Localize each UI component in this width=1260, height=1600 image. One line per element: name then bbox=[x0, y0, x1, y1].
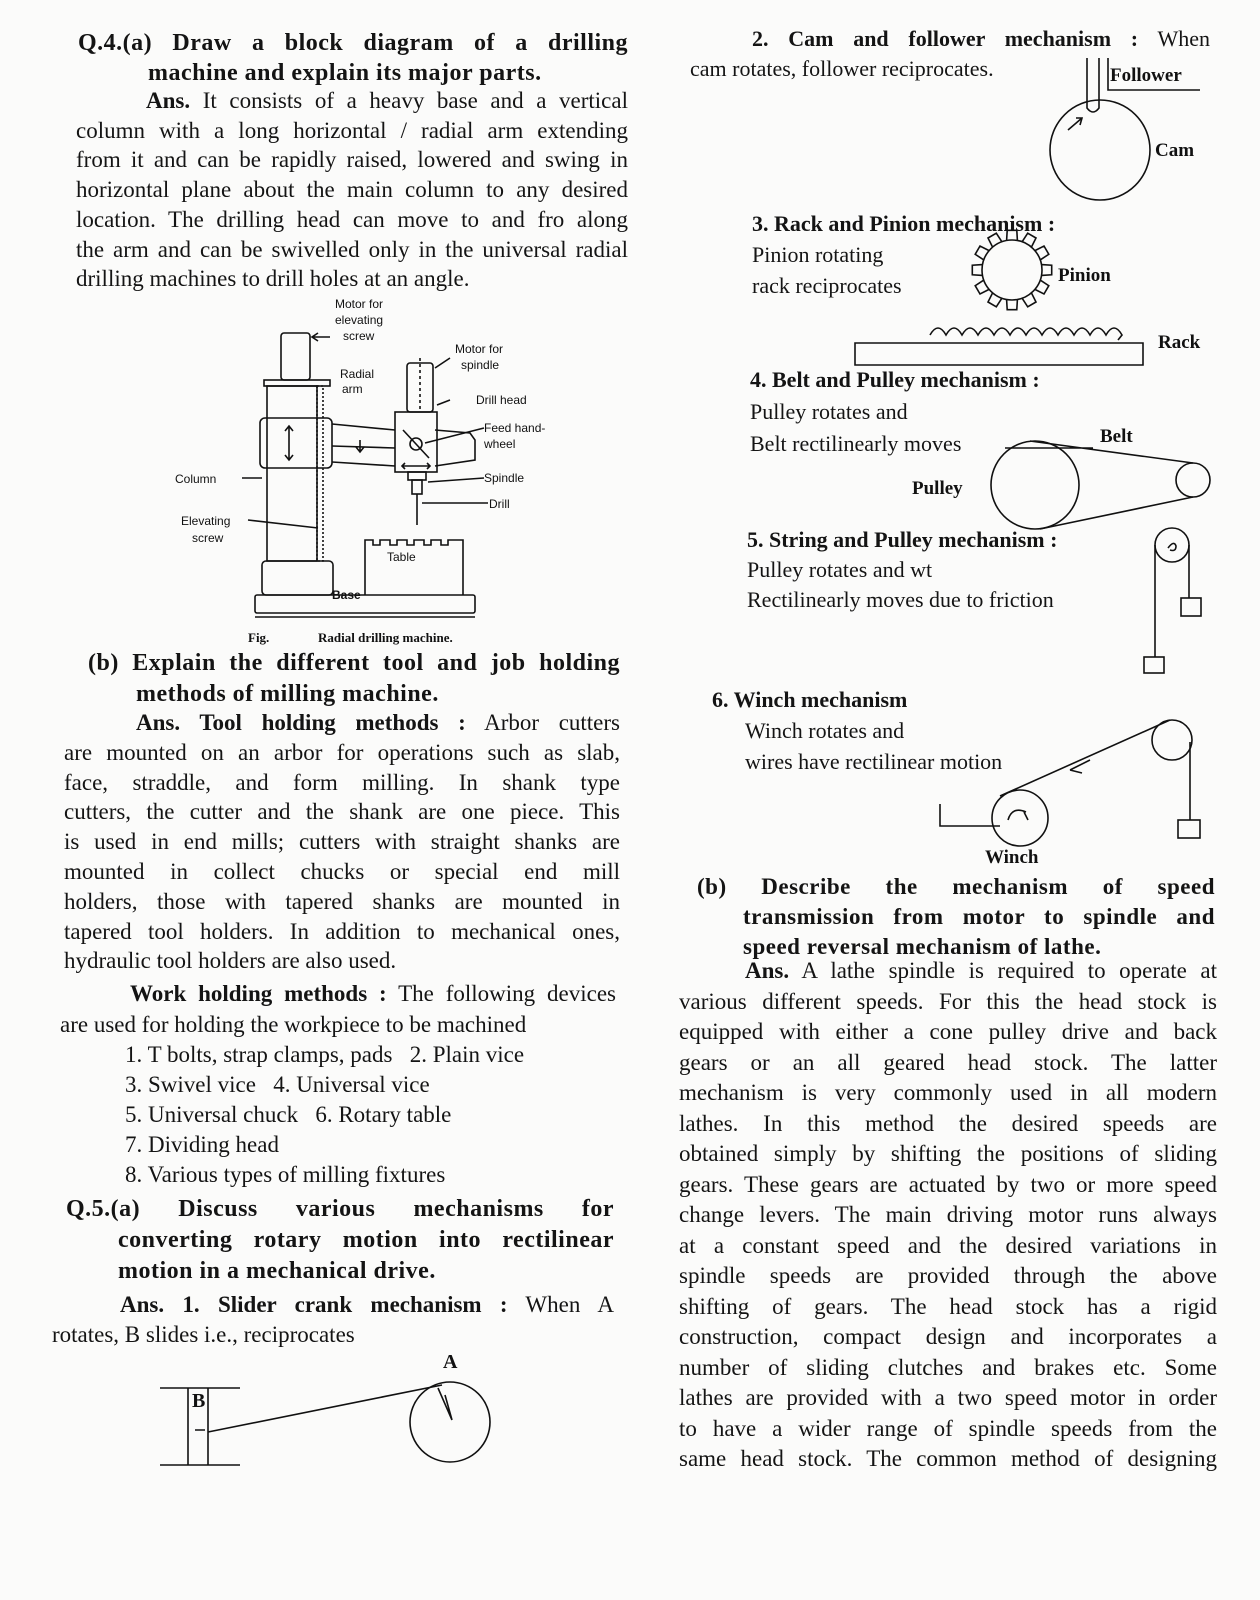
line-text: change levers. The main driving motor runs always bbox=[679, 1202, 1217, 1227]
line-text: cam rotates, follower reciprocates. bbox=[690, 56, 994, 81]
line-text: A lathe spindle is required to operate at bbox=[789, 958, 1217, 983]
label-motor-spindle: Motor for bbox=[455, 342, 504, 356]
line-text: gears. These gears are actuated by two or more speed bbox=[679, 1171, 1217, 1197]
bold-lead: Ans. bbox=[745, 958, 790, 983]
label-drill: Drill bbox=[489, 497, 510, 511]
line-text: number of sliding clutches and brakes etc. Some bbox=[679, 1354, 1217, 1380]
line-text: Winch rotates and bbox=[745, 718, 905, 743]
line-text: spindle speeds are provided through the above bbox=[679, 1263, 1217, 1288]
label-b: B bbox=[192, 1390, 206, 1412]
label-elevating-screw: screw bbox=[192, 531, 224, 545]
line-text: rotates, B slides i.e., reciprocates bbox=[52, 1322, 355, 1347]
line-text: Rectilinearly moves due to friction bbox=[747, 587, 1054, 612]
figure-caption: Radial drilling machine. bbox=[318, 630, 453, 645]
belt-pulley-figure bbox=[912, 426, 1210, 529]
line-text: location. The drilling head can move to and fro along bbox=[76, 206, 628, 232]
list-item: 1. T bolts, strap clamps, pads 2. Plain vice bbox=[125, 1042, 525, 1067]
bold-lead: Ans. 1. Slider crank mechanism : bbox=[120, 1292, 508, 1317]
line-text: mechanism is very commonly used in all modern bbox=[679, 1080, 1217, 1105]
drilling-figure-labels bbox=[175, 297, 545, 645]
label-motor-elevating: elevating bbox=[335, 313, 384, 327]
line-text: various different speeds. For this the head stock is bbox=[679, 988, 1217, 1014]
list-item: 5. Universal chuck 6. Rotary table bbox=[125, 1102, 452, 1127]
bold-lead: 6. Winch mechanism bbox=[712, 687, 908, 712]
list-item: 3. Swivel vice 4. Universal vice bbox=[125, 1072, 430, 1097]
bold-lead: 2. Cam and follower mechanism : bbox=[752, 26, 1139, 51]
label-motor-elevating: screw bbox=[343, 329, 375, 343]
line-text: column with a long horizontal / radial arm extending bbox=[76, 117, 628, 143]
label-belt: Belt bbox=[1100, 426, 1133, 447]
label-base: Base bbox=[332, 588, 361, 602]
line-text: is used in end mills; cutters with straight shanks are bbox=[64, 829, 620, 855]
line-text: are mounted on an arbor for operations such as slab, bbox=[64, 739, 620, 765]
line-text: to have a wider range of spindle speeds from the bbox=[679, 1415, 1217, 1441]
label-radial-arm: Radial bbox=[340, 367, 375, 381]
bold-lead: 3. Rack and Pinion mechanism : bbox=[752, 211, 1056, 236]
label-pulley: Pulley bbox=[912, 478, 963, 499]
label-motor-elevating: Motor for bbox=[335, 297, 384, 311]
line-text: Belt rectilinearly moves bbox=[750, 431, 962, 456]
label-elevating-screw: Elevating bbox=[181, 514, 231, 528]
line-text: same head stock. The common method of designing bbox=[679, 1446, 1217, 1471]
bold-lead: Work holding methods : bbox=[130, 981, 387, 1006]
label-rack: Rack bbox=[1158, 332, 1201, 353]
line-text: Pulley rotates and wt bbox=[747, 557, 933, 582]
line-text: at a constant speed and the desired variations in bbox=[679, 1232, 1217, 1258]
text-line: Q.5.(a) Discuss various mechanisms for bbox=[66, 1196, 614, 1222]
line-text: the arm and can be swivelled only in the universal radial bbox=[76, 236, 628, 262]
line-text: When A bbox=[507, 1292, 614, 1317]
winch-figure bbox=[940, 720, 1200, 868]
label-spindle: Spindle bbox=[484, 471, 525, 485]
text-line: Q.4.(a) Draw a block diagram of a drilling bbox=[78, 30, 628, 56]
bold-lead: Ans. Tool holding methods : bbox=[136, 710, 466, 735]
text-line: (b) Describe the mechanism of speed bbox=[697, 874, 1215, 899]
line-text: The following devices bbox=[386, 981, 617, 1006]
line-text: from it and can be rapidly raised, lowered and swing in bbox=[76, 147, 628, 173]
text-line: methods of milling machine. bbox=[136, 681, 439, 707]
text-line: transmission from motor to spindle and bbox=[743, 904, 1215, 929]
line-text: mounted in collect chucks or special end mill bbox=[64, 858, 620, 884]
figure-caption-prefix: Fig. bbox=[248, 630, 270, 645]
text-line: speed reversal mechanism of lathe. bbox=[743, 934, 1102, 959]
line-text: tapered tool holders. In addition to mechanical ones, bbox=[64, 918, 620, 944]
line-text: Pulley rotates and bbox=[750, 399, 908, 424]
line-text: horizontal plane about the main column to any desired bbox=[76, 177, 628, 203]
label-table: Table bbox=[387, 550, 416, 564]
slider-crank-figure bbox=[160, 1351, 490, 1465]
line-text: Pinion rotating bbox=[752, 242, 884, 267]
line-text: are used for holding the workpiece to be machined bbox=[60, 1012, 527, 1037]
label-drill-head: Drill head bbox=[476, 393, 527, 407]
label-motor-spindle: spindle bbox=[461, 358, 500, 372]
line-text: equipped with either a cone pulley drive and back bbox=[679, 1019, 1217, 1044]
label-feed-handwheel: Feed hand- bbox=[484, 421, 546, 435]
line-text: gears or an all geared head stock. The latter bbox=[679, 1049, 1217, 1075]
line-text: When bbox=[1138, 26, 1210, 51]
line-text: lathes are provided with a two speed motor in order bbox=[679, 1385, 1217, 1410]
line-text: hydraulic tool holders are also used. bbox=[64, 948, 397, 974]
label-a: A bbox=[443, 1351, 458, 1373]
label-feed-handwheel: wheel bbox=[484, 437, 516, 451]
line-text: obtained simply by shifting the positions of sliding bbox=[679, 1141, 1217, 1166]
text-line: (b) Explain the different tool and job holding bbox=[88, 650, 620, 676]
label-winch: Winch bbox=[985, 847, 1039, 868]
line-text: It consists of a heavy base and a vertical bbox=[190, 88, 628, 113]
text-line: converting rotary motion into rectilinear bbox=[118, 1227, 614, 1253]
label-pinion: Pinion bbox=[1058, 265, 1111, 286]
line-text: shifting of gears. The head stock has a rigid bbox=[679, 1293, 1217, 1319]
label-radial-arm: arm bbox=[342, 382, 363, 396]
list-item: 8. Various types of milling fixtures bbox=[125, 1162, 446, 1187]
label-column: Column bbox=[175, 472, 217, 486]
string-pulley-figure bbox=[1144, 528, 1201, 673]
line-text: face, straddle, and form milling. In shank type bbox=[64, 769, 620, 795]
bold-lead: Ans. bbox=[146, 88, 191, 113]
text-line: machine and explain its major parts. bbox=[148, 60, 542, 86]
cam-follower-figure bbox=[1050, 58, 1200, 200]
line-text: holders, those with tapered shanks are mounted in bbox=[64, 888, 620, 914]
label-follower: Follower bbox=[1110, 65, 1182, 86]
rack-pinion-figure bbox=[855, 230, 1201, 365]
line-text: Arbor cutters bbox=[465, 710, 620, 735]
text-line: motion in a mechanical drive. bbox=[118, 1258, 436, 1284]
list-item: 7. Dividing head bbox=[125, 1132, 279, 1157]
line-text: rack reciprocates bbox=[752, 273, 902, 298]
line-text: lathes. In this method the desired speeds are bbox=[679, 1110, 1217, 1136]
line-text: cutters, the cutter and the shank are one piece. This bbox=[64, 799, 620, 825]
line-text: construction, compact design and incorporates a bbox=[679, 1324, 1217, 1349]
label-cam: Cam bbox=[1155, 140, 1195, 161]
line-text: wires have rectilinear motion bbox=[745, 749, 1003, 774]
bold-lead: 5. String and Pulley mechanism : bbox=[747, 527, 1058, 552]
bold-lead: 4. Belt and Pulley mechanism : bbox=[750, 367, 1040, 392]
line-text: drilling machines to drill holes at an angle. bbox=[76, 266, 470, 292]
